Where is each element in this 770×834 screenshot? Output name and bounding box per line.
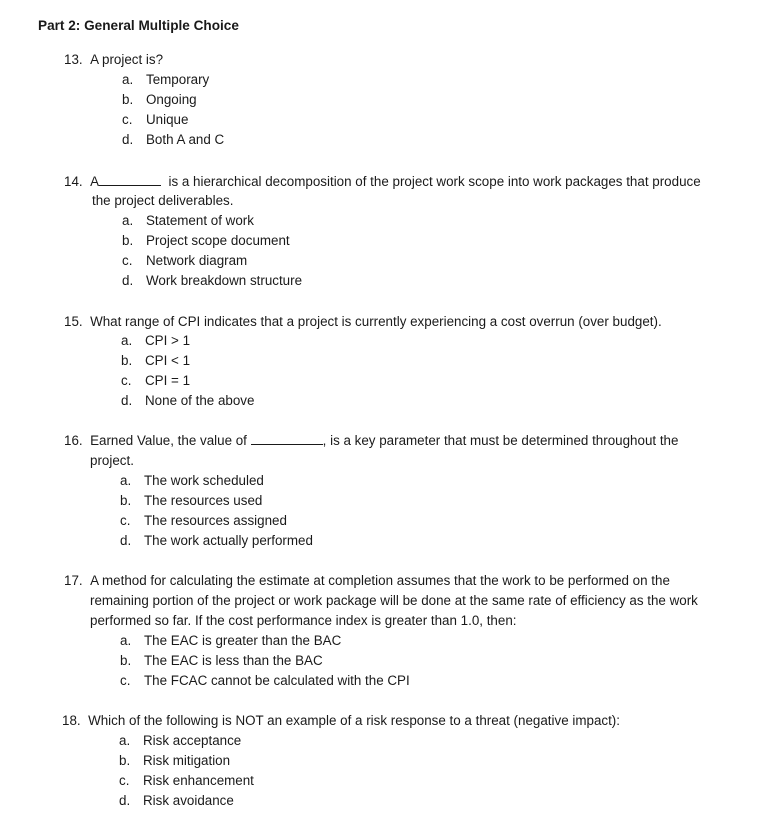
question-16-line-2: project. [90,453,134,468]
answer-blank [251,432,323,445]
option-15d[interactable] [121,391,254,411]
question-text: What range of CPI indicates that a project is currently experiencing a cost overrun (over budget). [90,314,662,329]
option-text: CPI < 1 [145,353,191,368]
option-13d[interactable] [122,130,224,150]
option-17c[interactable] [120,671,410,691]
question-text-after-blank: , is a key parameter that must be determined throughout the [322,433,679,448]
question-17-line-1 [64,571,670,591]
option-14c[interactable] [122,251,247,271]
option-16c[interactable] [120,511,287,531]
option-18d[interactable] [119,791,234,811]
option-text: Risk mitigation [143,753,231,768]
option-letter: a. [119,733,131,748]
option-13c[interactable] [122,110,188,130]
option-letter: c. [121,373,132,388]
option-letter: a. [120,473,132,488]
question-number: 17. [64,573,83,588]
option-text: The EAC is greater than the BAC [144,633,342,648]
option-15b[interactable] [121,351,190,371]
option-text: The work scheduled [144,473,264,488]
option-letter: c. [120,673,131,688]
question-text: A project is? [90,52,164,67]
option-text: The FCAC cannot be calculated with the CPI [144,673,410,688]
option-letter: a. [122,213,134,228]
option-text: Unique [146,112,189,127]
option-letter: b. [119,753,131,768]
option-14b[interactable] [122,231,290,251]
option-letter: d. [119,793,131,808]
option-14d[interactable] [122,271,302,291]
option-text: Temporary [146,72,210,87]
option-text: Ongoing [146,92,197,107]
option-text: CPI > 1 [145,333,191,348]
option-letter: c. [122,253,133,268]
option-text: Statement of work [146,213,254,228]
option-17b[interactable] [120,651,323,671]
option-text: Work breakdown structure [146,273,303,288]
option-letter: d. [122,132,134,147]
option-letter: d. [121,393,133,408]
option-text: Risk acceptance [143,733,242,748]
option-text: The resources used [144,493,263,508]
option-letter: d. [120,533,132,548]
option-letter: c. [120,513,131,528]
option-text: CPI = 1 [145,373,191,388]
question-15-line [64,312,662,332]
question-number: 16. [64,433,83,448]
option-letter: a. [122,72,134,87]
question-text-before-blank: A [90,174,100,189]
option-letter: b. [120,653,132,668]
option-text: The resources assigned [144,513,287,528]
option-letter: d. [122,273,134,288]
question-text: A method for calculating the estimate at completion assumes that the work to be performed on the [90,573,670,588]
option-17a[interactable] [120,631,341,651]
option-15c[interactable] [121,371,190,391]
question-number: 15. [64,314,83,329]
option-16d[interactable] [120,531,313,551]
answer-blank [99,173,161,186]
question-14-line-1 [64,172,701,192]
option-letter: a. [120,633,132,648]
option-18b[interactable] [119,751,230,771]
option-16a[interactable] [120,471,264,491]
option-text: Network diagram [146,253,248,268]
option-15a[interactable] [121,331,190,351]
question-text: Which of the following is NOT an example of a risk response to a threat (negative impact): [88,713,620,728]
option-13a[interactable] [122,70,209,90]
option-text: The work actually performed [144,533,313,548]
option-13b[interactable] [122,90,197,110]
question-number: 13. [64,52,83,67]
option-letter: a. [121,333,133,348]
question-13-line [64,50,163,70]
option-letter: b. [122,92,134,107]
option-letter: c. [119,773,130,788]
option-text: None of the above [145,393,255,408]
page-title: Part 2: General Multiple Choice [38,18,239,33]
question-number: 18. [62,713,81,728]
option-text: Both A and C [146,132,225,147]
option-text: Risk enhancement [143,773,254,788]
question-18-line [62,711,620,731]
question-text-after-blank: is a hierarchical decomposition of the project work scope into work packages that produce [168,174,701,189]
question-17-line-3: performed so far. If the cost performance index is greater than 1.0, then: [90,613,517,628]
question-16-line-1 [64,431,678,451]
question-17-line-2: remaining portion of the project or work package will be done at the same rate of efficiency as the work [90,593,698,608]
option-text: Project scope document [146,233,290,248]
option-14a[interactable] [122,211,254,231]
option-18c[interactable] [119,771,254,791]
option-letter: b. [121,353,133,368]
option-letter: c. [122,112,133,127]
option-18a[interactable] [119,731,241,751]
question-14-line-2: the project deliverables. [92,193,234,208]
question-number: 14. [64,174,83,189]
option-16b[interactable] [120,491,262,511]
option-text: The EAC is less than the BAC [144,653,323,668]
option-text: Risk avoidance [143,793,234,808]
option-letter: b. [122,233,134,248]
question-text-before-blank: Earned Value, the value of [90,433,247,448]
option-letter: b. [120,493,132,508]
